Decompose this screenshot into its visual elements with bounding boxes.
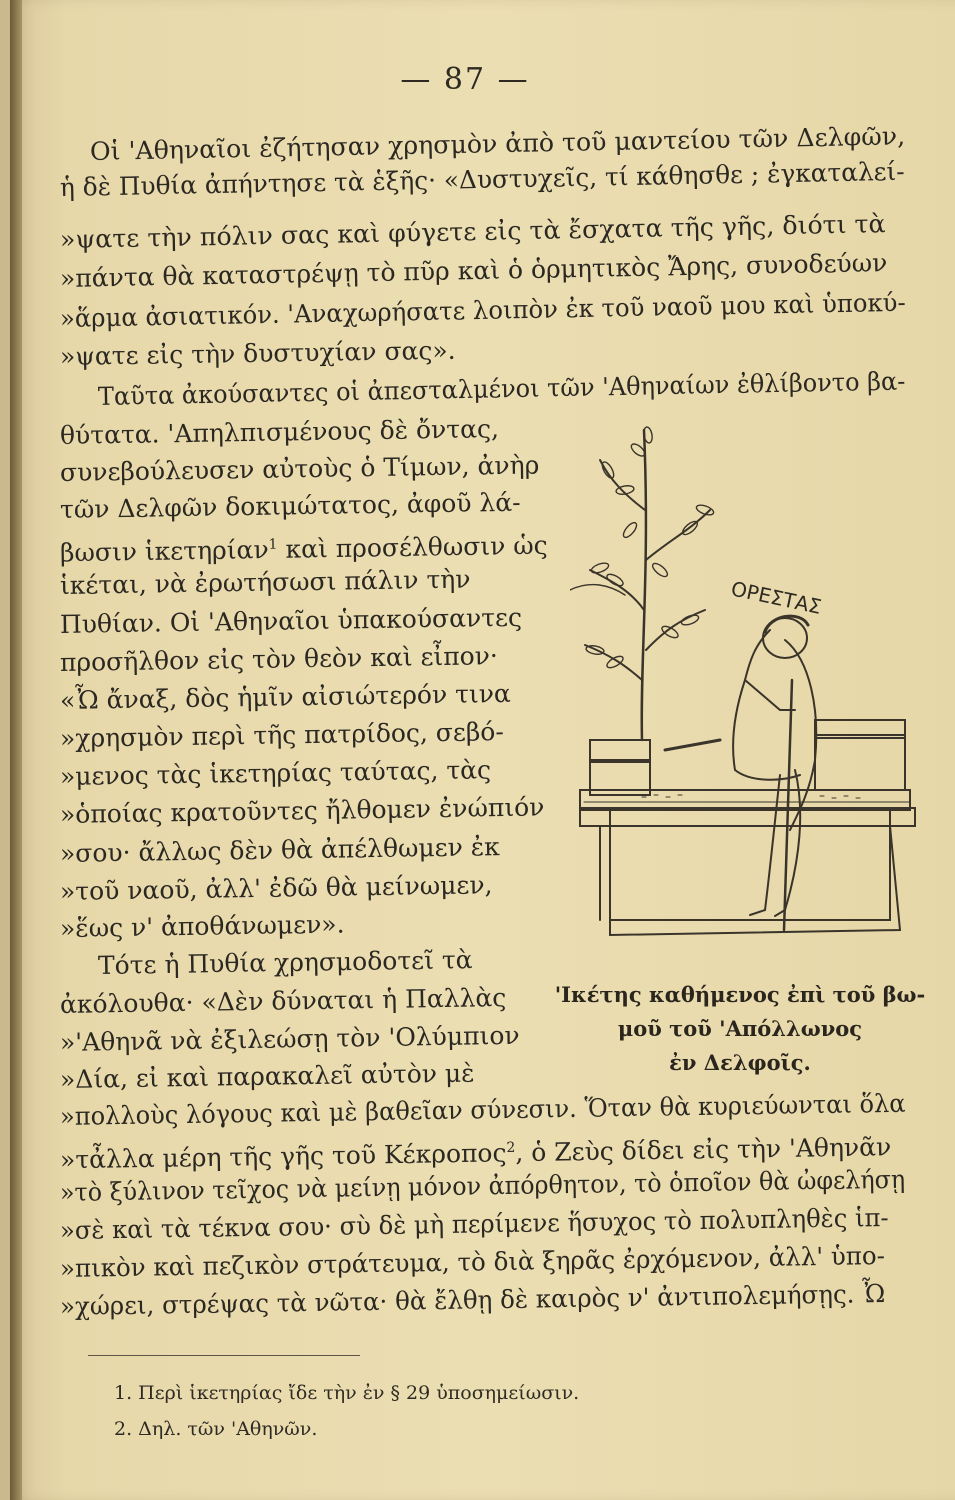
illustration-caption: 'Ικέτης καθήμενος ἐπὶ τοῦ βω- μοῦ τοῦ 'Απόλλωνος ἐν Δελφοῖς. <box>554 982 926 1075</box>
text-line: »ψατε τὴν πόλιν σας καὶ φύγετε εἰς τὰ ἔσχατα τῆς γῆς, διότι τὰ <box>59 209 886 254</box>
text-line: συνεβούλευσεν αὐτοὺς ὁ Τίμων, ἀνὴρ <box>59 450 540 487</box>
text-line: Οἱ 'Αθηναῖοι ἐζήτησαν χρησμὸν ἀπὸ τοῦ μαντείου τῶν Δελφῶν, <box>89 121 906 166</box>
inscription-orestes: ΟΡΕΣΤΑΣ <box>728 576 824 619</box>
text-line: »χώρει, στρέψας τὰ νῶτα· θὰ ἔλθῃ δὲ καιρὸς ν' ἀντιπολεμήσῃς. Ὦ <box>59 1279 886 1321</box>
text-line: »πολλοὺς λόγους καὶ μὲ βαθεῖαν σύνεσιν. Ὅταν θὰ κυριεύωνται ὅλα <box>59 1088 906 1131</box>
page-number: — 87 — <box>400 62 530 97</box>
text-line: Τότε ἡ Πυθία χρησμοδοτεῖ τὰ <box>97 945 473 980</box>
text-line: »χρησμὸν περὶ τῆς πατρίδος, σεβό- <box>59 717 504 753</box>
text-line: ἡ δὲ Πυθία ἀπήντησε τὰ ἑξῆς· «Δυστυχεῖς, τί κάθησθε ; ἐγκαταλεί- <box>59 156 905 202</box>
text-line: »ἕως ν' ἀποθάνωμεν». <box>59 909 345 943</box>
footnote-divider <box>88 1355 360 1356</box>
text-line: »ὁποίας κρατοῦντες ἤλθομεν ἐνώπιόν <box>59 792 545 829</box>
footnote-mark: 2 <box>506 1139 516 1156</box>
text-line: »πικὸν καὶ πεζικὸν στράτευμα, τὸ διὰ ξηρᾶς ἐρχόμενον, ἀλλ' ὑπο- <box>59 1241 886 1283</box>
text-line: »πάντα θὰ καταστρέψῃ τὸ πῦρ καὶ ὁ ὁρμητικὸς Ἄρης, συνοδεύων <box>59 248 888 293</box>
text-line: προσῆλθον εἰς τὸν θεὸν καὶ εἶπον· <box>59 641 499 677</box>
suppliant-altar-illustration <box>570 410 945 970</box>
text-line: »σὲ καὶ τὰ τέκνα σου· σὺ δὲ μὴ περίμενε ἥσυχος τὸ πολυπληθὲς ἱπ- <box>59 1202 889 1245</box>
text-line: Πυθίαν. Οἱ 'Αθηναῖοι ὑπακούσαντες <box>59 602 523 639</box>
text-line: τῶν Δελφῶν δοκιμώτατος, ἀφοῦ λά- <box>59 487 521 524</box>
text-line: »σου· ἄλλως δὲν θὰ ἀπέλθωμεν ἐκ <box>59 832 501 868</box>
footnote-1: 1. Περὶ ἱκετηρίας ἴδε τὴν ἐν § 29 ὑποσημείωσιν. <box>114 1382 580 1404</box>
text-line: »τἆλλα μέρη τῆς γῆς τοῦ Κέκροπος$^2$, ὁ Ζεὺς δίδει εἰς τὴν 'Αθηνᾶν <box>59 1132 892 1175</box>
text-line: »Δία, εἰ καὶ παρακαλεῖ αὐτὸν μὲ <box>59 1058 475 1094</box>
text-line: θύτατα. 'Απηλπισμένους δὲ ὄντας, <box>59 414 500 450</box>
text-line: »τὸ ξύλινον τεῖχος νὰ μείνῃ μόνον ἀπόρθητον, τὸ ὁποῖον θὰ ὠφελήσῃ <box>59 1164 906 1207</box>
text-line: »τοῦ ναοῦ, ἀλλ' ἐδῶ θὰ μείνωμεν, <box>59 870 493 906</box>
text-line: »μενος τὰς ἱκετηρίας ταύτας, τὰς <box>59 755 492 791</box>
text-line: Ταῦτα ἀκούσαντες οἱ ἀπεσταλμένοι τῶν 'Αθηναίων ἐθλίβοντο βα- <box>97 366 906 411</box>
book-spine <box>10 0 22 1500</box>
text-line: ἀκόλουθα· «Δὲν δύναται ἡ Παλλὰς <box>59 982 507 1019</box>
footnote-mark: 1 <box>268 536 278 553</box>
book-page <box>10 0 955 1500</box>
text-line: «Ὦ ἄναξ, δὸς ἡμῖν αἰσιώτερόν τινα <box>59 678 512 715</box>
text-line: ἱκέται, νὰ ἐρωτήσωσι πάλιν τὴν <box>59 564 471 600</box>
text-line: »ἅρμα ἀσιατικόν. 'Αναχωρήσατε λοιπὸν ἐκ τοῦ ναοῦ μου καὶ ὑποκύ- <box>59 287 906 333</box>
text-line: »'Αθηνᾶ νὰ ἐξιλεώσῃ τὸν 'Ολύμπιον <box>59 1020 520 1057</box>
text-line: »ψατε εἰς τὴν δυστυχίαν σας». <box>59 335 456 371</box>
footnote-2: 2. Δηλ. τῶν 'Αθηνῶν. <box>114 1418 318 1440</box>
text-line: βωσιν ἱκετηρίαν$^1$ καὶ προσέλθωσιν ὡς <box>59 530 548 568</box>
